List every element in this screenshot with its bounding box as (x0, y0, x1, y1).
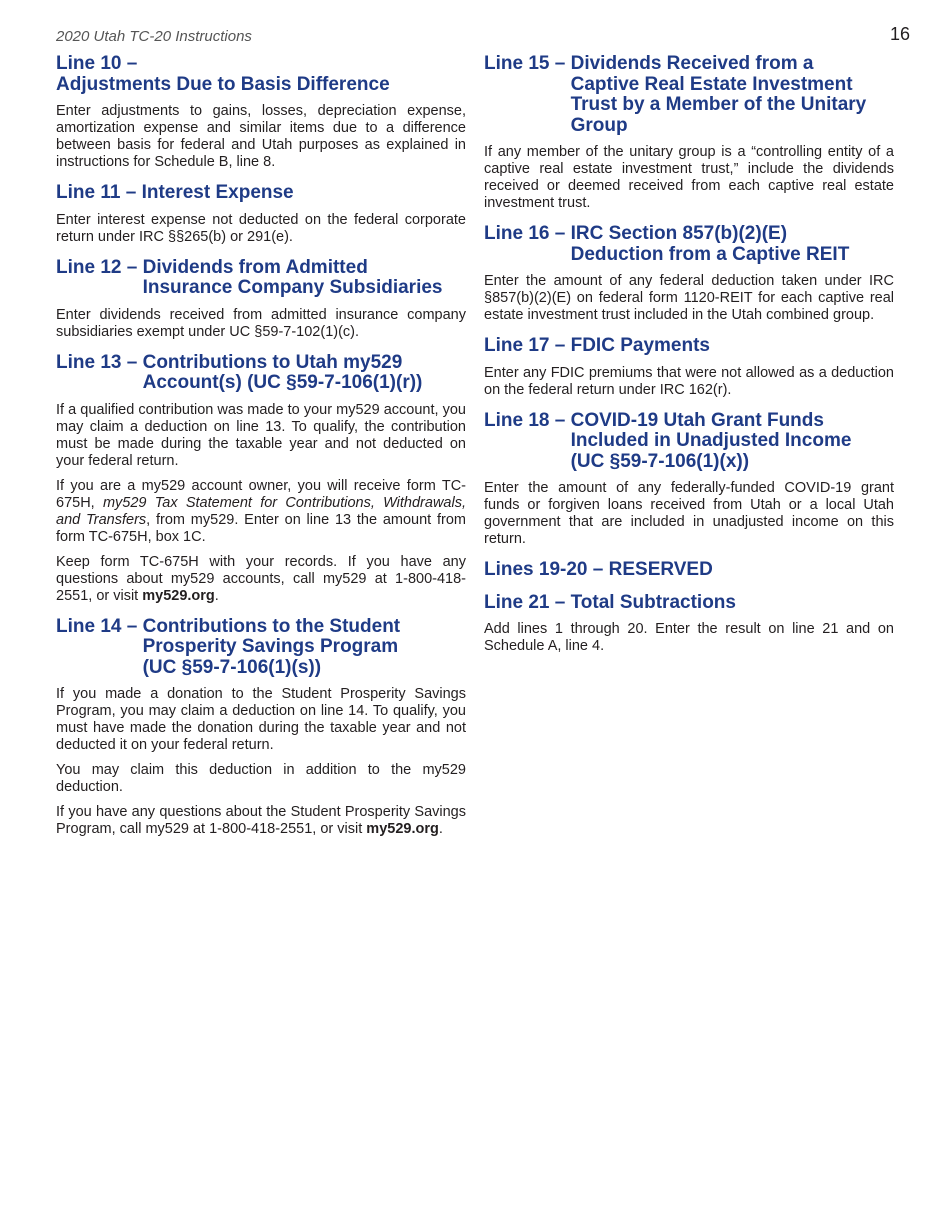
heading-line-21: Line 21 – Total Subtractions (484, 591, 736, 613)
heading-label: Line 12 – (56, 256, 138, 278)
heading-label: Line 16 – (484, 223, 566, 244)
heading-label: Line 18 – (484, 409, 566, 431)
heading-label: Line 11 – (56, 182, 137, 203)
website-link[interactable]: my529.org (366, 821, 439, 837)
section-lines-19-20 (484, 560, 894, 581)
heading-line-14 (56, 617, 466, 679)
heading-title: FDIC Payments (570, 335, 710, 356)
heading-title: IRC Section 857(b)(2)(E) Deduction from a Captive REIT (570, 223, 850, 265)
heading-line-17 (484, 336, 894, 357)
heading-label: Line 13 – (56, 351, 138, 373)
text-run: If you are a my529 account owner, you will receive form TC-675H, (56, 477, 466, 511)
website-link[interactable]: my529.org (142, 587, 215, 604)
paragraph: Enter interest expense not deducted on the federal corporate return under IRC §§265(b) or 291(e). (56, 211, 466, 245)
heading-title: Adjustments Due to Basis Difference (56, 73, 390, 95)
paragraph: Enter the amount of any federally-funded COVID-19 grant funds or forgiven loans received from Utah or a local Utah government that are included in unadjusted income on this return. (484, 480, 894, 547)
paragraph: Enter dividends received from admitted insurance company subsidiaries exempt under UC §59-7-102(1)(c). (56, 306, 466, 340)
paragraph (56, 478, 466, 546)
text-run: If you have any questions about the Student Prosperity Savings Program, call my529 at 1-800-418-2551, or visit (56, 804, 466, 837)
heading-line-15 (484, 54, 894, 136)
text-run: , from my529. Enter on line 13 the amount from form TC-675H, box 1C. (56, 511, 467, 545)
text-run: Keep form TC-675H with your records. If you have any questions about my529 accounts, call my529 at 1-800-418-2551, or visit (56, 553, 466, 604)
heading-label: Line 15 – (484, 53, 566, 74)
paragraph: If you made a donation to the Student Prosperity Savings Program, you may claim a deduction on line 14. To qualify, you must have made the donation during the taxable year and not deducted it on your federal return. (56, 686, 466, 753)
heading-title: Interest Expense (141, 182, 294, 203)
heading-title: Contributions to Utah my529 Account(s) (UC §59-7-106(1)(r)) (142, 351, 423, 393)
section-line-13 (56, 353, 466, 605)
section-line-12 (56, 258, 466, 341)
right-column (484, 54, 894, 667)
heading-label: Line 14 – (56, 615, 138, 637)
heading-line-12 (56, 258, 466, 299)
paragraph: Enter any FDIC premiums that were not allowed as a deduction on the federal return under IRC 162(r). (484, 364, 894, 398)
section-line-17 (484, 336, 894, 399)
section-line-16 (484, 224, 894, 324)
section-line-11 (56, 183, 466, 246)
paragraph: If any member of the unitary group is a “controlling entity of a captive real estate investment trust,” include the dividends received or deemed received from each captive real estate investment trust. (484, 144, 894, 211)
heading-lines-19-20: Lines 19-20 – RESERVED (484, 559, 713, 580)
page-number: 16 (889, 24, 910, 44)
text-run: . (214, 587, 219, 604)
left-column (56, 54, 466, 850)
section-line-21 (484, 593, 894, 656)
section-line-15 (484, 54, 894, 212)
paragraph (56, 554, 466, 605)
paragraph: Add lines 1 through 20. Enter the result on line 21 and on Schedule A, line 4. (484, 621, 894, 654)
paragraph (56, 804, 466, 838)
paragraph: Enter the amount of any federal deduction taken under IRC §857(b)(2)(E) on federal form 1120-REIT for each captive real estate investment trust included in the Utah combined group. (484, 273, 894, 323)
form-title-italic: my529 Tax Statement for Contributions, Withdrawals, and Transfers (56, 494, 466, 528)
heading-title: Dividends Received from a Captive Real Estate Investment Trust by a Member of the Unitary Group (570, 53, 867, 136)
heading-line-16 (484, 224, 894, 265)
heading-title: Contributions to the Student Prosperity Savings Program (UC §59-7-106(1)(s)) (142, 615, 401, 678)
section-line-18 (484, 411, 894, 549)
heading-line-13 (56, 353, 466, 394)
heading-line-10 (56, 54, 466, 95)
section-line-14 (56, 617, 466, 839)
heading-title: Dividends from Admitted Insurance Company Subsidiaries (142, 256, 443, 298)
running-head: 2020 Utah TC-20 Instructions (56, 28, 252, 45)
paragraph: If a qualified contribution was made to your my529 account, you may claim a deduction on line 13. To qualify, the contribution must be made during the taxable year and not deducted on your federal return. (56, 401, 466, 469)
paragraph: Enter adjustments to gains, losses, depreciation expense, amortization expense and similar items due to a difference between basis for federal and Utah purposes as explained in instructions for Schedule B, line 8. (56, 103, 466, 170)
heading-label: Line 17 – (484, 335, 566, 356)
paragraph: You may claim this deduction in addition to the my529 deduction. (56, 762, 466, 795)
heading-title: COVID-19 Utah Grant Funds Included in Unadjusted Income (UC §59-7-106(1)(x)) (570, 409, 852, 472)
heading-line-18 (484, 411, 894, 473)
text-run: . (438, 821, 443, 837)
heading-label: Line 10 – (56, 53, 138, 74)
section-line-10 (56, 54, 466, 171)
heading-line-11 (56, 183, 466, 204)
